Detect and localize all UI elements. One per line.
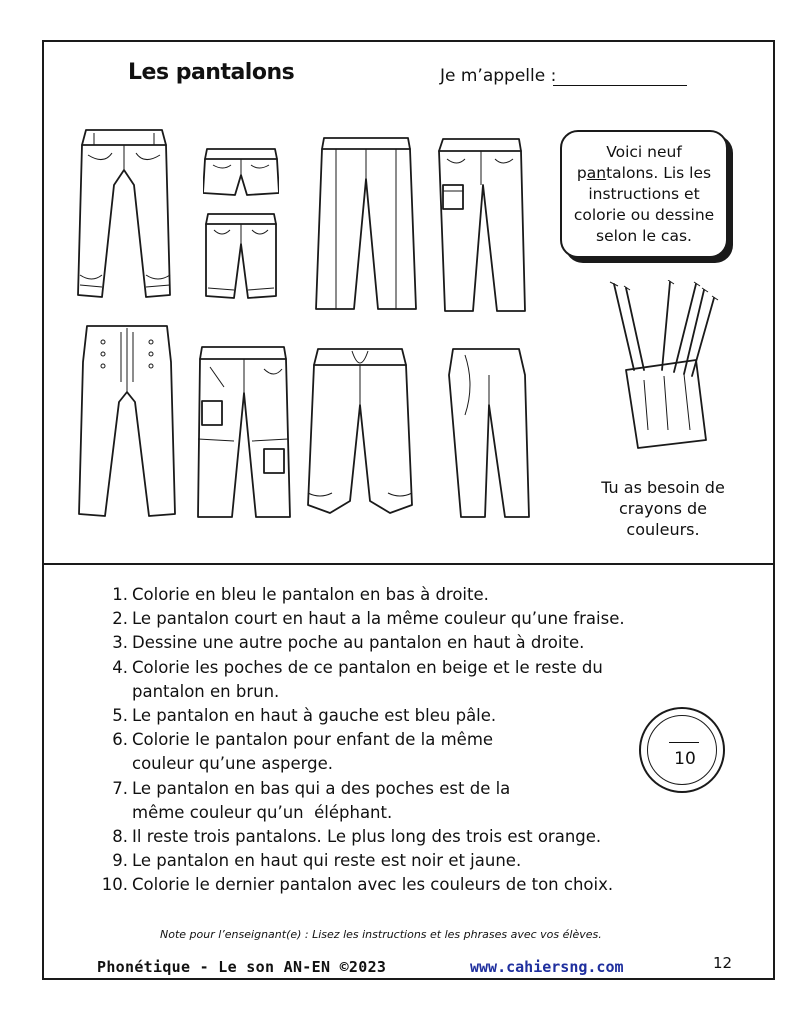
bubble-line: Voici neuf: [606, 142, 682, 161]
instruction-item: [96, 680, 625, 704]
instruction-item: [96, 631, 625, 655]
instruction-text: Le pantalon court en haut a la même couleur qu’une fraise.: [132, 609, 625, 629]
instruction-item: [96, 752, 625, 776]
bubble-line: colorie ou dessine: [573, 205, 715, 224]
instruction-text: Le pantalon en bas qui a des poches est de la: [132, 778, 511, 798]
bubble-line: instructions et: [588, 184, 700, 203]
capri-pants-icon: [204, 210, 278, 300]
instructions-list: [96, 583, 625, 898]
crayons-note: Tu as besoin de crayons de couleurs.: [601, 478, 725, 539]
name-field-line: [553, 85, 687, 86]
cargo-pants-icon: [435, 135, 527, 315]
instruction-number: 7.: [112, 778, 128, 798]
skinny-pants-icon: [445, 345, 531, 521]
underlined-an: an: [586, 163, 607, 182]
teacher-note: Note pour l’enseignant(e) : Lisez les instructions et les phrases avec vos élèves.: [160, 928, 602, 941]
instruction-item: [96, 704, 625, 728]
instructions-bubble: [560, 130, 728, 258]
instruction-number: 5.: [112, 706, 128, 726]
high-waist-pants-icon: [77, 322, 177, 520]
instruction-text: Il reste trois pantalons. Le plus long des trois est orange.: [132, 827, 602, 847]
instruction-item: [96, 825, 625, 849]
footer-title: Phonétique - Le son AN-EN ©2023: [97, 958, 387, 976]
jogger-pants-icon: [306, 345, 414, 517]
shorts-icon: [203, 145, 279, 197]
section-divider: [42, 563, 775, 565]
score-denominator: 10: [674, 749, 696, 769]
instruction-item: [96, 777, 625, 801]
instruction-text: Colorie en bleu le pantalon en bas à droite.: [132, 585, 489, 604]
page-number: 12: [713, 954, 733, 972]
score-blank: [669, 742, 699, 743]
instruction-text: Colorie le dernier pantalon avec les couleurs de ton choix.: [132, 875, 614, 895]
long-pants-icon: [74, 125, 174, 305]
instruction-text: pantalon en brun.: [132, 681, 280, 701]
instruction-item: [96, 607, 625, 631]
wide-pants-icon: [314, 133, 418, 313]
footer-website[interactable]: www.cahiersng.com: [470, 958, 624, 976]
cargo-pocket-pants-icon: [194, 343, 292, 521]
instruction-item: [96, 656, 625, 680]
name-label: Je m’appelle :: [440, 66, 557, 86]
instruction-number: 8.: [112, 827, 128, 847]
instruction-number: 3.: [112, 633, 128, 653]
instruction-item: [96, 583, 625, 607]
instruction-item: [96, 873, 625, 897]
instruction-text: Le pantalon en haut qui reste est noir et jaune.: [132, 851, 522, 871]
instruction-text: Colorie les poches de ce pantalon en beige et le reste du: [132, 657, 603, 677]
page-title: Les pantalons: [128, 60, 295, 85]
instruction-text: même couleur qu’un éléphant.: [132, 802, 393, 822]
score-circle: [639, 707, 725, 793]
instruction-number: 1.: [112, 585, 128, 604]
instruction-text: couleur qu’une asperge.: [132, 754, 334, 774]
instruction-item: [96, 849, 625, 873]
instruction-item: [96, 801, 625, 825]
instruction-number: 4.: [112, 657, 128, 677]
instruction-text: Colorie le pantalon pour enfant de la même: [132, 730, 494, 750]
instruction-text: Dessine une autre poche au pantalon en haut à droite.: [132, 633, 585, 653]
pencil-cup-icon: [604, 280, 722, 450]
instruction-number: 6.: [112, 730, 128, 750]
instruction-number: 10.: [101, 875, 128, 895]
instruction-number: 2.: [112, 609, 128, 629]
bubble-line: pantalons. Lis les: [576, 163, 712, 182]
instruction-number: 9.: [112, 851, 128, 871]
bubble-line: selon le cas.: [596, 226, 692, 245]
instruction-item: [96, 728, 625, 752]
instruction-text: Le pantalon en haut à gauche est bleu pâle.: [132, 706, 497, 726]
